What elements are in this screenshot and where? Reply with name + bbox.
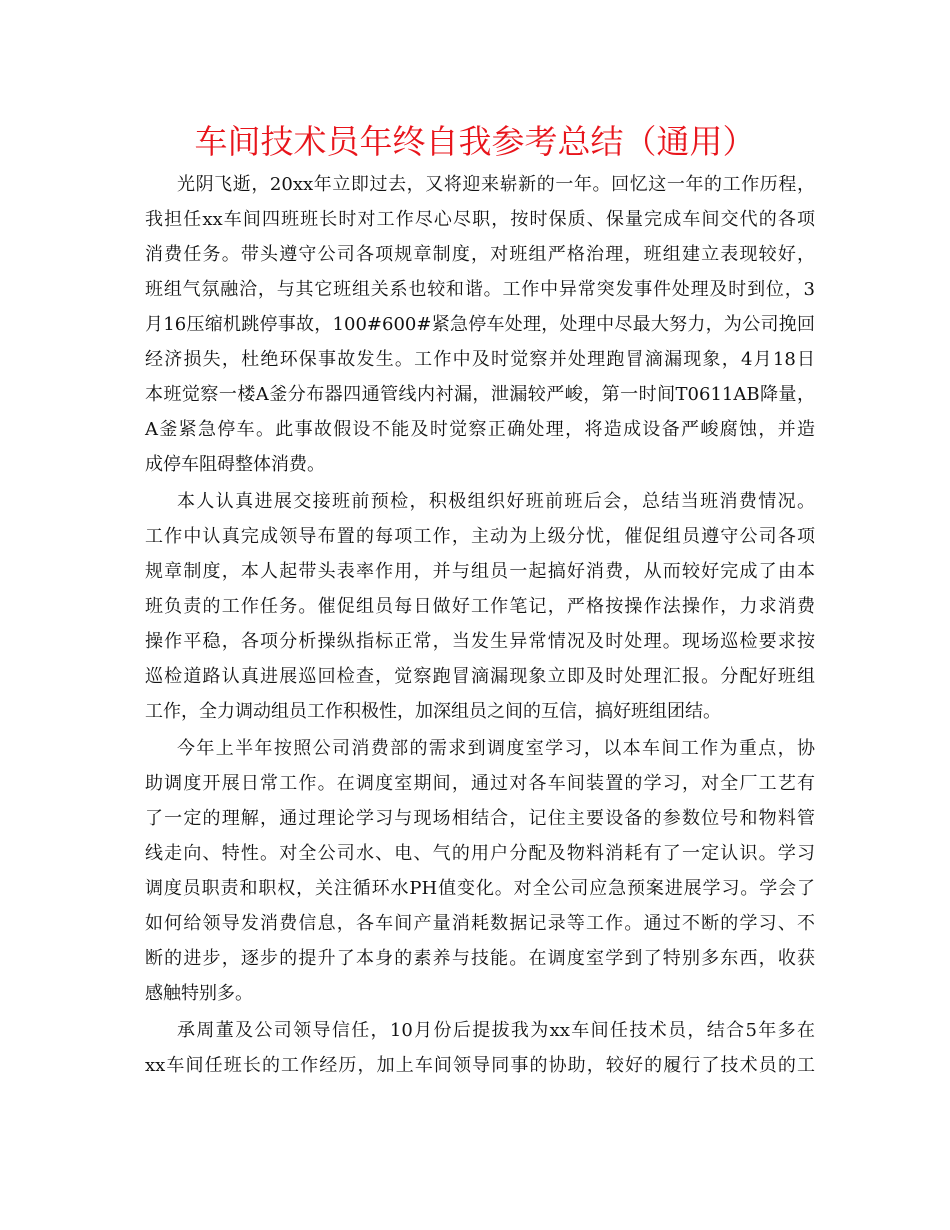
paragraph-line: 成停车阻碍整体消费。	[145, 454, 325, 475]
document-title: 车间技术员年终自我参考总结（通用）	[194, 122, 756, 161]
paragraph-line: 规章制度，本人起带头表率作用，并与组员一起搞好消费，从而较好完成了由本	[145, 561, 815, 582]
document-body	[145, 167, 815, 1085]
paragraph-line: 线走向、特性。对全公司水、电、气的用户分配及物料消耗有了一定认识。学习	[145, 843, 815, 864]
paragraph-line: A釜紧急停车。此事故假设不能及时觉察正确处理，将造成设备严峻腐蚀，并造	[145, 419, 815, 440]
paragraph-line: 承周董及公司领导信任，10月份后提拔我为xx车间任技术员，结合5年多在	[177, 1020, 815, 1041]
paragraph-line: 了一定的理解，通过理论学习与现场相结合，记住主要设备的参数位号和物料管	[145, 808, 815, 829]
paragraph	[145, 484, 815, 729]
paragraph-line: 光阴飞逝，20xx年立即过去，又将迎来崭新的一年。回忆这一年的工作历程，	[177, 174, 815, 195]
paragraph-line: 班负责的工作任务。催促组员每日做好工作笔记，严格按操作法操作，力求消费	[145, 596, 815, 617]
paragraph	[145, 167, 815, 482]
paragraph-line: 月16压缩机跳停事故，100#600#紧急停车处理，处理中尽最大努力，为公司挽回	[145, 314, 815, 335]
paragraph-line: 调度员职责和职权，关注循环水PH值变化。对全公司应急预案进展学习。学会了	[145, 878, 815, 899]
paragraph-line: 今年上半年按照公司消费部的需求到调度室学习，以本车间工作为重点，协	[177, 738, 815, 759]
paragraph	[145, 731, 815, 1011]
paragraph-line: 消费任务。带头遵守公司各项规章制度，对班组严格治理，班组建立表现较好，	[145, 244, 815, 265]
paragraph-line: 巡检道路认真进展巡回检查，觉察跑冒滴漏现象立即及时处理汇报。分配好班组	[145, 666, 815, 687]
paragraph-line: 本人认真进展交接班前预检，积极组织好班前班后会，总结当班消费情况。	[177, 491, 815, 512]
paragraph-line: 感触特别多。	[145, 983, 253, 1004]
paragraph	[145, 1013, 815, 1083]
paragraph-line: 本班觉察一楼A釜分布器四通管线内衬漏，泄漏较严峻，第一时间T0611AB降量，	[145, 384, 815, 405]
paragraph-line: 班组气氛融洽，与其它班组关系也较和谐。工作中异常突发事件处理及时到位，3	[145, 279, 815, 300]
paragraph-line: 断的进步，逐步的提升了本身的素养与技能。在调度室学到了特别多东西，收获	[145, 948, 815, 969]
paragraph-line: 工作，全力调动组员工作积极性，加深组员之间的互信，搞好班组团结。	[145, 701, 721, 722]
paragraph-line: 经济损失，杜绝环保事故发生。工作中及时觉察并处理跑冒滴漏现象，4月18日	[145, 349, 815, 370]
paragraph-line: 操作平稳，各项分析操纵指标正常，当发生异常情况及时处理。现场巡检要求按	[145, 631, 815, 652]
paragraph-line: 我担任xx车间四班班长时对工作尽心尽职，按时保质、保量完成车间交代的各项	[145, 209, 815, 230]
paragraph-line: 助调度开展日常工作。在调度室期间，通过对各车间装置的学习，对全厂工艺有	[145, 773, 815, 794]
paragraph-line: 工作中认真完成领导布置的每项工作，主动为上级分忧，催促组员遵守公司各项	[145, 526, 815, 547]
paragraph-line: 如何给领导发消费信息，各车间产量消耗数据记录等工作。通过不断的学习、不	[145, 913, 815, 934]
paragraph-line: xx车间任班长的工作经历，加上车间领导同事的协助，较好的履行了技术员的工	[145, 1055, 815, 1076]
